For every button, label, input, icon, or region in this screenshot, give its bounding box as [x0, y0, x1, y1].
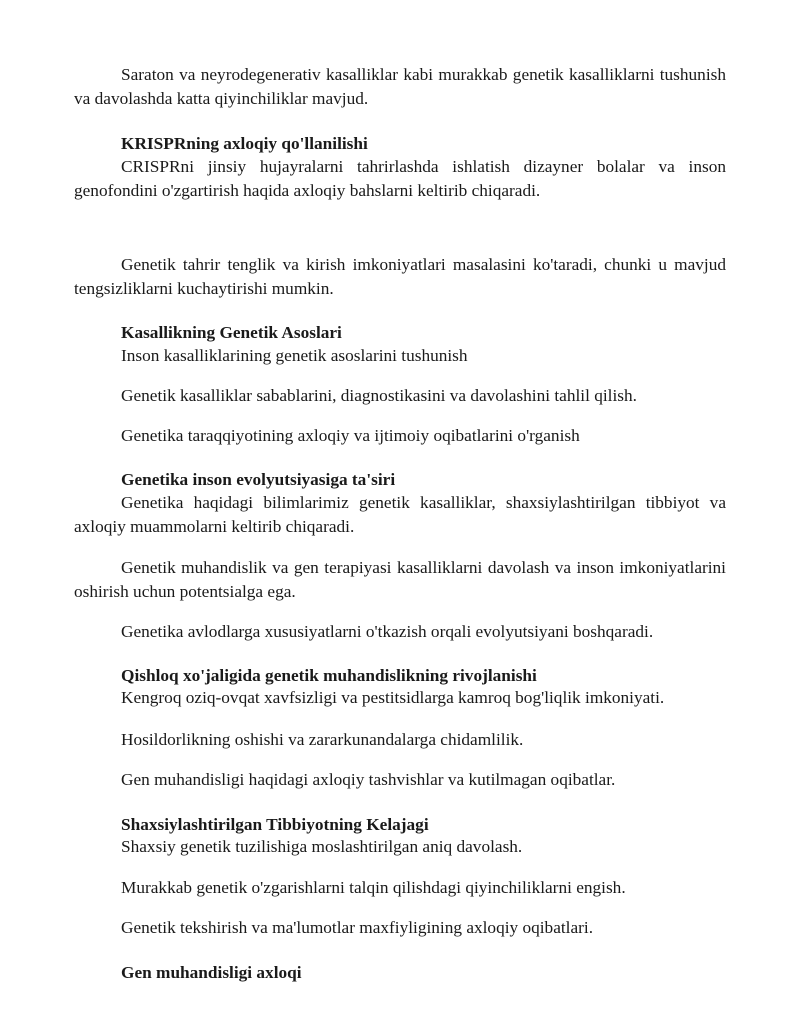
list-item — [74, 835, 726, 859]
list-item-text: Genetika avlodlarga xususiyatlarni o'tkazish orqali evolyutsiyani boshqaradi. — [121, 622, 654, 641]
list-item-text: Genetika taraqqiyotining axloqiy va ijtimoiy oqibatlarini o'rganish — [121, 426, 580, 445]
list-item-text: Shaxsiy genetik tuzilishiga moslashtirilgan aniq davolash. — [121, 837, 523, 856]
list-item — [74, 728, 726, 752]
list-item — [74, 768, 726, 792]
heading-text: Kasallikning Genetik Asoslari — [121, 323, 342, 342]
paragraph — [74, 155, 726, 203]
section-heading — [74, 664, 726, 688]
paragraph — [74, 491, 726, 539]
list-item — [74, 686, 726, 710]
paragraph-text: Saraton va neyrodegenerativ kasalliklar kabi murakkab genetik kasalliklarni tushunish va davolashda katta qiyinchiliklar mavjud. — [74, 65, 726, 108]
list-item — [74, 344, 726, 368]
list-item-text: Genetik kasalliklar sabablarini, diagnostikasini va davolashini tahlil qilish. — [121, 386, 637, 405]
list-item-text: Gen muhandisligi haqidagi axloqiy tashvishlar va kutilmagan oqibatlar. — [121, 770, 616, 789]
list-item — [74, 384, 726, 408]
section-heading — [74, 961, 726, 985]
heading-text: Gen muhandisligi axloqi — [121, 963, 302, 982]
heading-text: Shaxsiylashtirilgan Tibbiyotning Kelajagi — [121, 815, 429, 834]
section-heading — [74, 132, 726, 156]
paragraph — [74, 253, 726, 301]
section-heading — [74, 813, 726, 837]
list-item — [74, 876, 726, 900]
list-item — [74, 620, 726, 644]
list-item-text: Murakkab genetik o'zgarishlarni talqin qilishdagi qiyinchiliklarni engish. — [121, 878, 626, 897]
list-item-text: Kengroq oziq-ovqat xavfsizligi va pestitsidlarga kamroq bog'liqlik imkoniyati. — [121, 688, 665, 707]
heading-text: Genetika inson evolyutsiyasiga ta'siri — [121, 470, 396, 489]
paragraph-text: Genetik tahrir tenglik va kirish imkoniyatlari masalasini ko'taradi, chunki u mavjud tengsizliklarni kuchaytirishi mumkin. — [74, 255, 726, 298]
list-item — [74, 916, 726, 940]
paragraph-text: CRISPRni jinsiy hujayralarni tahrirlashda ishlatish dizayner bolalar va inson genofondini o'zgartirish haqida axloqiy bahslarni keltirib chiqaradi. — [74, 157, 726, 200]
section-heading — [74, 468, 726, 492]
paragraph — [74, 556, 726, 604]
section-heading — [74, 321, 726, 345]
list-item-text: Inson kasalliklarining genetik asoslarini tushunish — [121, 346, 468, 365]
list-item — [74, 424, 726, 448]
list-item-text: Hosildorlikning oshishi va zararkunandalarga chidamlilik. — [121, 730, 524, 749]
paragraph-text: Genetika haqidagi bilimlarimiz genetik kasalliklar, shaxsiylashtirilgan tibbiyot va axloqiy muammolarni keltirib chiqaradi. — [74, 493, 726, 536]
list-item-text: Genetik tekshirish va ma'lumotlar maxfiyligining axloqiy oqibatlari. — [121, 918, 594, 937]
heading-text: KRISPRning axloqiy qo'llanilishi — [121, 134, 368, 153]
paragraph — [74, 63, 726, 111]
heading-text: Qishloq xo'jaligida genetik muhandislikning rivojlanishi — [121, 666, 537, 685]
paragraph-text: Genetik muhandislik va gen terapiyasi kasalliklarni davolash va inson imkoniyatlarini oshirish uchun potentsialga ega. — [74, 558, 726, 601]
